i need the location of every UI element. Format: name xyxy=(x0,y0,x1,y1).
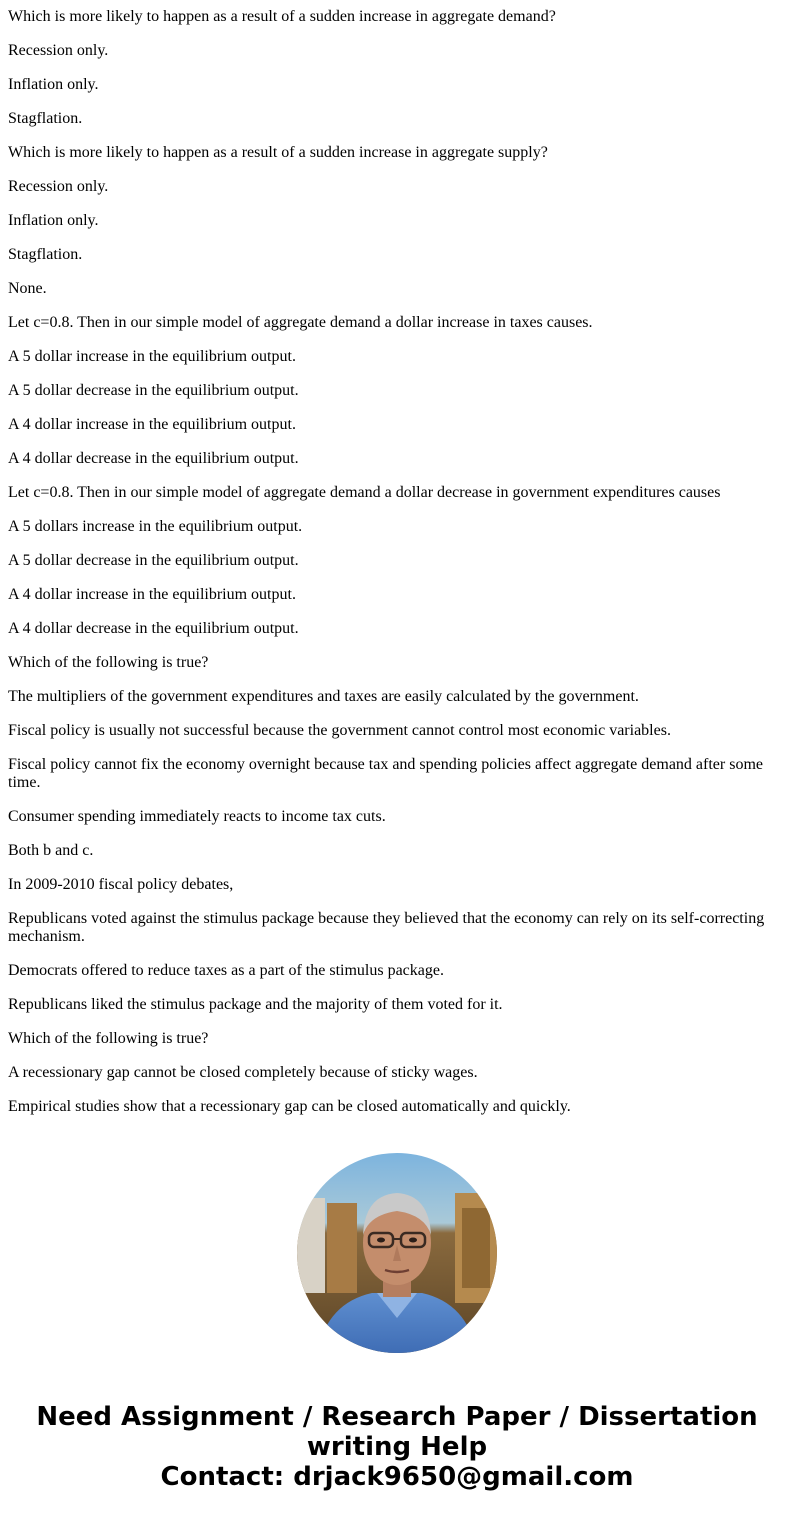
author-avatar xyxy=(297,1153,497,1353)
option-text: Consumer spending immediately reacts to income tax cuts. xyxy=(8,808,386,825)
option-text: Empirical studies show that a recessionary gap can be closed automatically and quickly. xyxy=(8,1098,571,1115)
option-text: Republicans liked the stimulus package and the majority of them voted for it. xyxy=(8,996,503,1013)
option-text: A 4 dollar increase in the equilibrium output. xyxy=(8,416,296,433)
footer-contact-email: Contact: drjack9650@gmail.com xyxy=(160,1462,634,1492)
option-text: Stagflation. xyxy=(8,110,83,127)
option-text: Fiscal policy is usually not successful because the government cannot control most economic variables. xyxy=(8,722,671,739)
question-4-prompt: Let c=0.8. Then in our simple model of aggregate demand a dollar decrease in government expenditures causes xyxy=(8,484,721,501)
author-portrait-image xyxy=(297,1153,497,1353)
option-text: Republicans voted against the stimulus package because they believed that the economy can rely on its self-correcting mechanism. xyxy=(8,910,765,945)
option-text: A 5 dollar decrease in the equilibrium output. xyxy=(8,382,299,399)
option-text: Recession only. xyxy=(8,42,109,59)
footer-contact-banner xyxy=(0,1402,794,1492)
option-text: A 4 dollar decrease in the equilibrium output. xyxy=(8,450,299,467)
question-3-prompt: Let c=0.8. Then in our simple model of aggregate demand a dollar increase in taxes causes. xyxy=(8,314,593,331)
option-text: Stagflation. xyxy=(8,246,83,263)
footer-headline: Need Assignment / Research Paper / Dissertation writing Help xyxy=(36,1402,758,1462)
option-text: None. xyxy=(8,280,47,297)
option-text: Recession only. xyxy=(8,178,109,195)
option-text: A 5 dollar increase in the equilibrium output. xyxy=(8,348,296,365)
option-text: A 5 dollars increase in the equilibrium output. xyxy=(8,518,303,535)
option-text: A recessionary gap cannot be closed completely because of sticky wages. xyxy=(8,1064,478,1081)
option-text: Fiscal policy cannot fix the economy overnight because tax and spending policies affect aggregate demand after some time. xyxy=(8,756,763,791)
question-7-prompt: Which of the following is true? xyxy=(8,1030,209,1047)
question-5-prompt: Which of the following is true? xyxy=(8,654,209,671)
option-text: Inflation only. xyxy=(8,76,99,93)
option-text: A 4 dollar decrease in the equilibrium output. xyxy=(8,620,299,637)
option-text: A 4 dollar increase in the equilibrium output. xyxy=(8,586,296,603)
option-text: The multipliers of the government expenditures and taxes are easily calculated by the government. xyxy=(8,688,639,705)
option-text: Both b and c. xyxy=(8,842,94,859)
question-6-prompt: In 2009-2010 fiscal policy debates, xyxy=(8,876,234,893)
option-text: Inflation only. xyxy=(8,212,99,229)
option-text: Democrats offered to reduce taxes as a part of the stimulus package. xyxy=(8,962,444,979)
question-2-prompt: Which is more likely to happen as a result of a sudden increase in aggregate supply? xyxy=(8,144,548,161)
question-1-prompt: Which is more likely to happen as a result of a sudden increase in aggregate demand? xyxy=(8,8,556,25)
option-text: A 5 dollar decrease in the equilibrium output. xyxy=(8,552,299,569)
